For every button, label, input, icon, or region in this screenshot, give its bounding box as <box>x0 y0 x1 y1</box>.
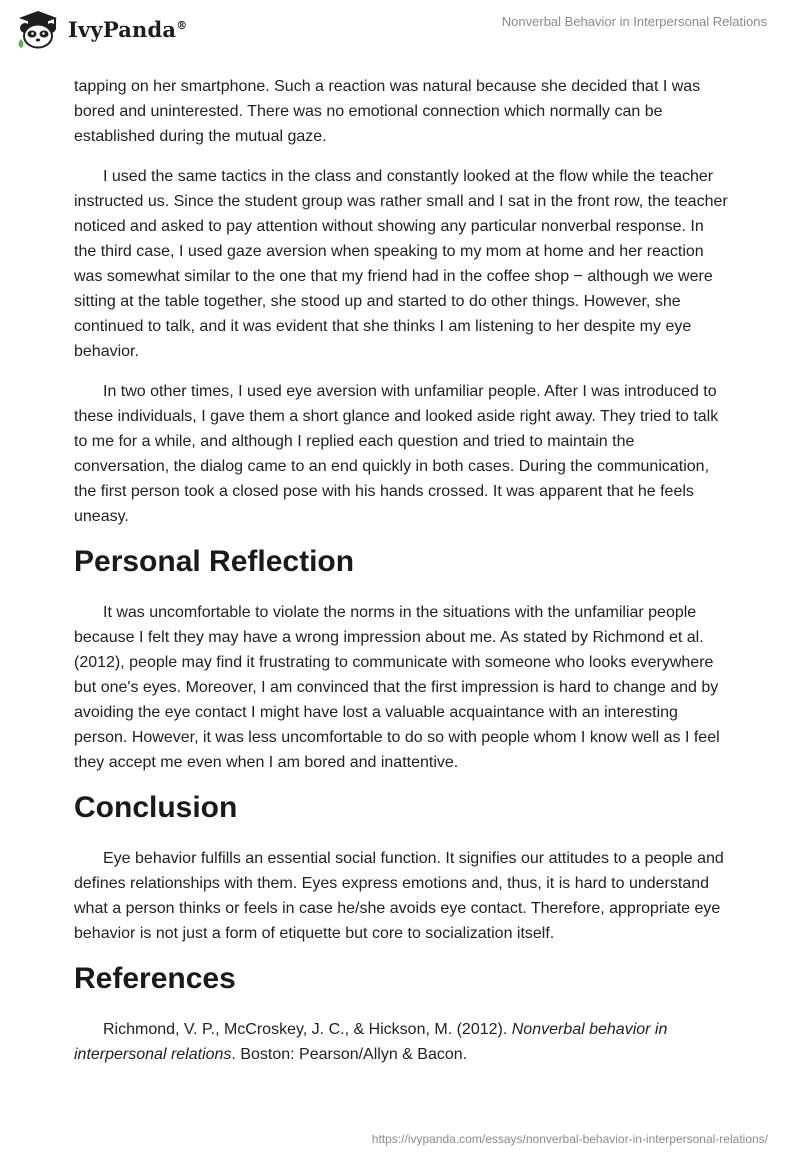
body-paragraph: I used the same tactics in the class and constantly looked at the flow while the teacher instructed us. Since the student group was rather small and I sat in the front row, the teacher noticed and asked to pay attention without showing any particular nonverbal response. In the third case, I used gaze aversion when speaking to my mom at home and her reaction was somewhat similar to the one that my friend had in the coffee shop − although we were sitting at the table together, she stood up and started to do other things. However, she continued to talk, and it was evident that she thinks I am listening to her despite my eye behavior. <box>74 168 728 360</box>
logo-text: IvyPanda® <box>68 16 188 42</box>
essay-content <box>74 74 729 1082</box>
reference-authors: Richmond, V. P., McCroskey, J. C., & Hickson, M. (2012). <box>103 1021 512 1038</box>
source-url[interactable]: https://ivypanda.com/essays/nonverbal-behavior-in-interpersonal-relations/ <box>371 1132 768 1146</box>
reference-title: Nonverbal behavior in interpersonal relations <box>74 1021 668 1063</box>
body-paragraph: tapping on her smartphone. Such a reaction was natural because she decided that I was bored and uninterested. There was no emotional connection which normally can be established during the mutual gaze. <box>74 78 701 145</box>
section-heading-personal-reflection: Personal Reflection <box>74 545 355 578</box>
running-title: Nonverbal Behavior in Interpersonal Relations <box>501 14 767 29</box>
body-paragraph: In two other times, I used eye aversion with unfamiliar people. After I was introduced to these individuals, I gave them a short glance and looked aside right away. They tried to talk to me for a while, and although I replied each question and tried to maintain the conversation, the dialog came to an end quickly in both cases. During the communication, the first person took a closed pose with his hands crossed. It was apparent that he feels uneasy. <box>74 383 719 525</box>
reference-entry <box>74 1017 729 1067</box>
panda-graduate-icon <box>15 9 61 49</box>
ivypanda-logo[interactable] <box>15 9 187 49</box>
section-heading-references: References <box>74 962 236 995</box>
page-header <box>0 0 800 64</box>
reference-publisher: . Boston: Pearson/Allyn & Bacon. <box>231 1046 468 1063</box>
section-heading-conclusion: Conclusion <box>74 791 238 824</box>
body-paragraph: Eye behavior fulfills an essential social function. It signifies our attitudes to a people and defines relationships with them. Eyes express emotions and, thus, it is hard to understand what a person thinks or feels in case he/she avoids eye contact. Therefore, appropriate eye behavior is not just a form of etiquette but core to socialization itself. <box>74 850 724 942</box>
body-paragraph: It was uncomfortable to violate the norms in the situations with the unfamiliar people because I felt they may have a wrong impression about me. As stated by Richmond et al. (2012), people may find it frustrating to communicate with someone who looks everywhere but one's eyes. Moreover, I am convinced that the first impression is hard to change and by avoiding the eye contact I might have lost a valuable acquaintance with an interesting person. However, it was less uncomfortable to do so with people whom I know well as I feel they accept me even when I am bored and inattentive. <box>74 604 720 771</box>
